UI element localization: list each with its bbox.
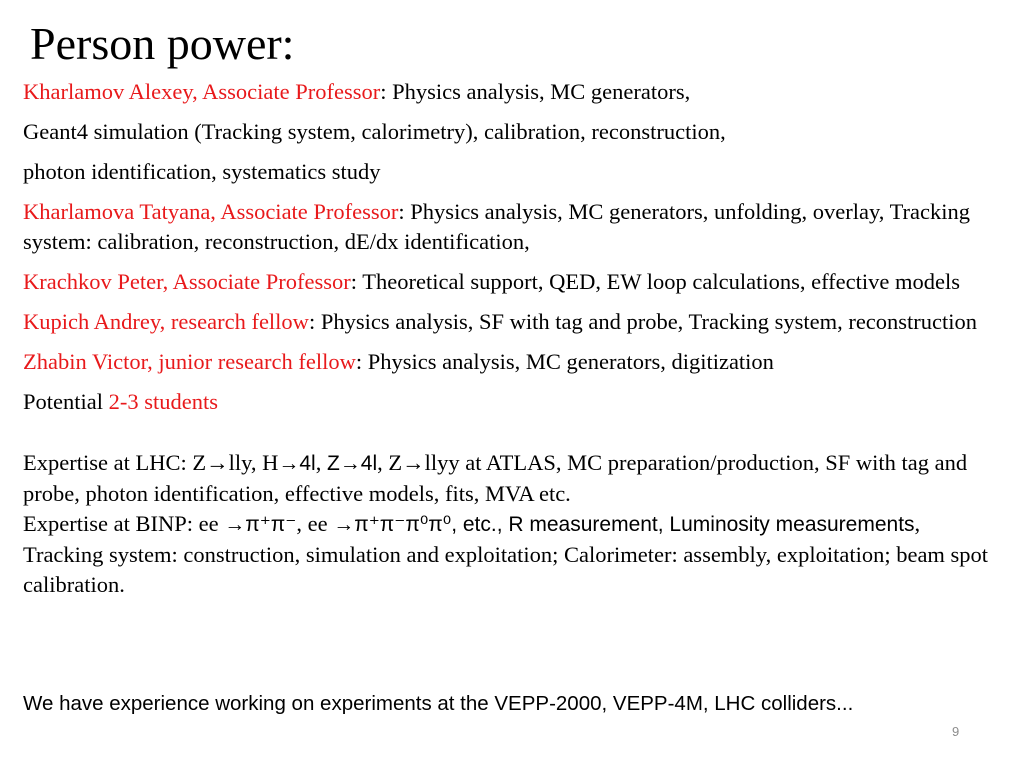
expertise-lhc: [23, 448, 998, 509]
person-name: Kharlamova Tatyana, Associate Professor: [23, 199, 399, 224]
person-role: Physics analysis, MC generators, digitization: [367, 349, 774, 374]
person-role-line-3: photon identification, systematics study: [23, 159, 381, 184]
person-name: Krachkov Peter, Associate Professor: [23, 269, 351, 294]
potential-students: [23, 387, 998, 417]
person-name: Kupich Andrey, research fellow: [23, 309, 309, 334]
expertise-lhc-h4l: →4l: [278, 452, 316, 475]
person-role: Physics analysis, SF with tag and probe, Tracking system, reconstruction: [320, 309, 978, 334]
expertise-binp: [23, 509, 998, 600]
person-role-line-1: Physics analysis, MC generators,: [392, 79, 691, 104]
person-kupich-andrey: [23, 307, 998, 337]
separator: :: [355, 349, 368, 374]
person-role-line-2: Geant4 simulation (Tracking system, calorimetry), calibration, reconstruction,: [23, 119, 726, 144]
expertise-binp-process1: →π⁺π⁻: [224, 513, 297, 536]
separator: :: [380, 79, 393, 104]
person-kharlamov-alexey: [23, 77, 998, 107]
expertise-lhc-rest: , Z→llyy at ATLAS, MC preparation/production, SF with tag and probe, photon identification, effective models, fits, MVA etc.: [23, 450, 968, 506]
slide-title: Person power:: [30, 18, 295, 69]
expertise-binp-process2: →π⁺π⁻π⁰π⁰: [333, 513, 452, 536]
potential-label: Potential: [23, 389, 109, 414]
expertise-lhc-sep: ,: [315, 450, 327, 475]
expertise-binp-sep: , ee: [296, 511, 334, 536]
spacer: [23, 427, 998, 448]
person-role: Physics analysis, MC generators, unfolding, overlay, Tracking system: calibration, reconstruction, dE/dx identification,: [23, 199, 971, 254]
person-role: Theoretical support, QED, EW loop calculations, effective models: [362, 269, 960, 294]
person-zhabin-victor: [23, 347, 998, 377]
expertise-lhc-prefix: Expertise at LHC: Z→lly, H: [23, 450, 279, 475]
separator: :: [398, 199, 411, 224]
closing-statement: We have experience working on experiments at the VEPP-2000, VEPP-4M, LHC colliders...: [23, 692, 854, 715]
separator: :: [308, 309, 321, 334]
person-name: Zhabin Victor, junior research fellow: [23, 349, 356, 374]
person-krachkov-peter: [23, 267, 998, 297]
person-kharlamova-tatyana: [23, 197, 998, 257]
separator: :: [350, 269, 363, 294]
expertise-binp-prefix: Expertise at BINP: ee: [23, 511, 225, 536]
expertise-lhc-z4l: Z→4l: [326, 452, 378, 475]
slide-body: [23, 77, 998, 600]
expertise-binp-rest: , Tracking system: construction, simulation and exploitation; Calorimeter: assembly, exploitation; beam spot calibration.: [23, 511, 989, 597]
potential-value: 2-3 students: [108, 389, 218, 414]
expertise-binp-measurements: , etc., R measurement, Luminosity measurements: [451, 513, 915, 536]
page-number: 9: [952, 724, 960, 739]
person-name: Kharlamov Alexey, Associate Professor: [23, 79, 381, 104]
